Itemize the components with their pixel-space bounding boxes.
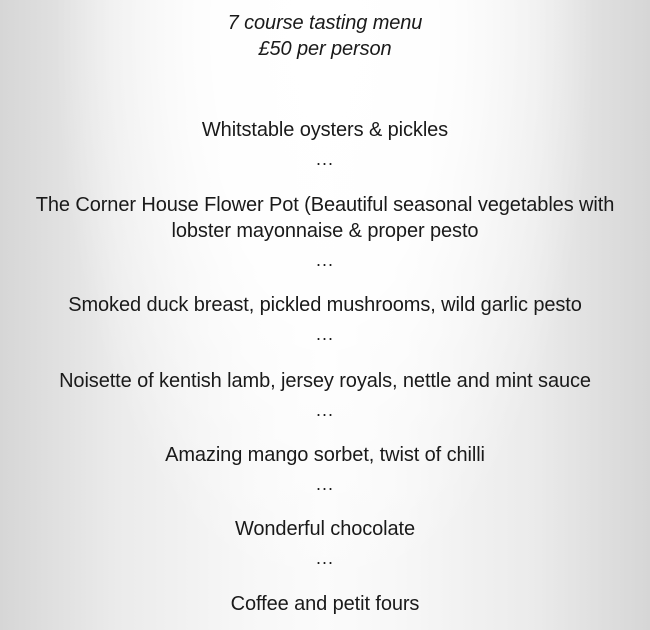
course-3: Smoked duck breast, pickled mushrooms, wild garlic pesto — [68, 294, 582, 316]
course-separator: ... — [315, 474, 334, 494]
menu-price: £50 per person — [258, 38, 392, 60]
course-1: Whitstable oysters & pickles — [201, 119, 449, 141]
course-2-line-2: lobster mayonnaise & proper pesto — [171, 220, 479, 242]
course-7: Coffee and petit fours — [230, 593, 420, 615]
course-separator: ... — [315, 548, 334, 568]
course-separator: ... — [315, 149, 334, 169]
course-6: Wonderful chocolate — [234, 518, 416, 540]
course-separator: ... — [315, 400, 334, 420]
course-separator: ... — [315, 324, 334, 344]
course-5: Amazing mango sorbet, twist of chilli — [165, 444, 485, 466]
course-2-line-1: The Corner House Flower Pot (Beautiful seasonal vegetables with — [35, 194, 615, 216]
menu-title: 7 course tasting menu — [227, 12, 423, 34]
course-separator: ... — [315, 250, 334, 270]
course-4: Noisette of kentish lamb, jersey royals, nettle and mint sauce — [59, 370, 591, 392]
